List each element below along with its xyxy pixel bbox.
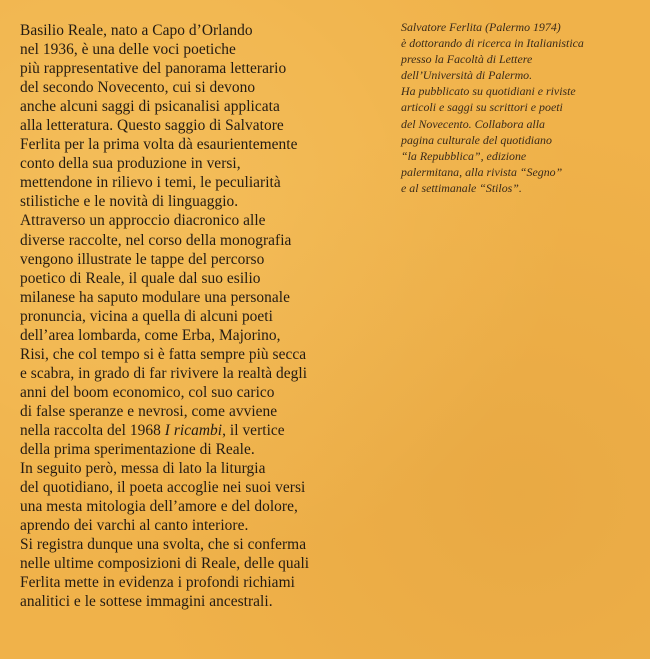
description-line: stilistiche e le novità di linguaggio. <box>20 193 239 211</box>
bio-line: palermitana, alla rivista “Segno” <box>401 164 563 179</box>
description-line: della prima sperimentazione di Reale. <box>20 441 255 459</box>
description-line: più rappresentative del panorama letterario <box>20 60 287 78</box>
description-line: alla letteratura. Questo saggio di Salvatore <box>20 117 284 135</box>
description-line: poetico di Reale, il quale dal suo esilio <box>20 269 261 287</box>
description-line: mettendone in rilievo i temi, le peculiarità <box>20 174 281 192</box>
bio-line: presso la Facoltà di Lettere <box>401 52 533 67</box>
bio-line: pagina culturale del quotidiano <box>401 132 552 147</box>
bio-line: dell’Università di Palermo. <box>401 68 533 83</box>
bio-line: Ha pubblicato su quotidiani e riviste <box>401 84 576 99</box>
description-line: una mesta mitologia dell’amore e del dolore, <box>20 498 298 516</box>
bio-line: del Novecento. Collabora alla <box>401 116 545 131</box>
description-line: diverse raccolte, nel corso della monografia <box>20 231 292 249</box>
description-line: nelle ultime composizioni di Reale, delle quali <box>20 555 310 573</box>
description-line: del quotidiano, il poeta accoglie nei suoi versi <box>20 479 306 497</box>
line-text: nella raccolta del 1968 <box>20 421 165 439</box>
description-line: e scabra, in grado di far rivivere la realtà degli <box>20 364 308 382</box>
description-line: aprendo dei varchi al canto interiore. <box>20 517 249 535</box>
description-line: analitici e le sottese immagini ancestrali. <box>20 593 273 611</box>
description-line: Attraverso un approccio diacronico alle <box>20 212 266 230</box>
bio-line: “la Repubblica”, edizione <box>401 148 527 163</box>
description-line: anni del boom economico, col suo carico <box>20 383 275 401</box>
description-line: milanese ha saputo modulare una personale <box>20 288 291 306</box>
description-line: In seguito però, messa di lato la liturgia <box>20 460 266 478</box>
description-line: Ferlita per la prima volta dà esaurientemente <box>20 136 298 154</box>
description-line: vengono illustrate le tappe del percorso <box>20 250 265 268</box>
line-text: , il vertice <box>222 421 285 439</box>
description-line: nel 1936, è una delle voci poetiche <box>20 41 236 59</box>
book-title-italic: I ricambi <box>164 421 223 439</box>
author-bio <box>401 19 641 196</box>
bio-line: Salvatore Ferlita (Palermo 1974) <box>401 20 561 34</box>
book-description <box>20 21 372 611</box>
description-line: dell’area lombarda, come Erba, Majorino, <box>20 326 281 344</box>
description-line: Risi, che col tempo si è fatta sempre più secca <box>20 345 307 363</box>
description-line: del secondo Novecento, cui si devono <box>20 79 256 97</box>
bio-line: è dottorando di ricerca in Italianistica <box>401 36 584 51</box>
description-line: pronuncia, vicina a quella di alcuni poeti <box>20 307 273 325</box>
description-line: Basilio Reale, nato a Capo d’Orlando <box>20 22 253 39</box>
description-line: Si registra dunque una svolta, che si conferma <box>20 536 307 554</box>
description-line: Ferlita mette in evidenza i profondi richiami <box>20 574 295 592</box>
description-line: conto della sua produzione in versi, <box>20 155 241 173</box>
bio-line: articoli e saggi su scrittori e poeti <box>401 100 563 115</box>
description-line: anche alcuni saggi di psicanalisi applicata <box>20 98 280 116</box>
bio-line: e al settimanale “Stilos”. <box>401 180 522 195</box>
description-line: di false speranze e nevrosi, come avviene <box>20 402 278 420</box>
description-line-with-title <box>20 421 372 440</box>
